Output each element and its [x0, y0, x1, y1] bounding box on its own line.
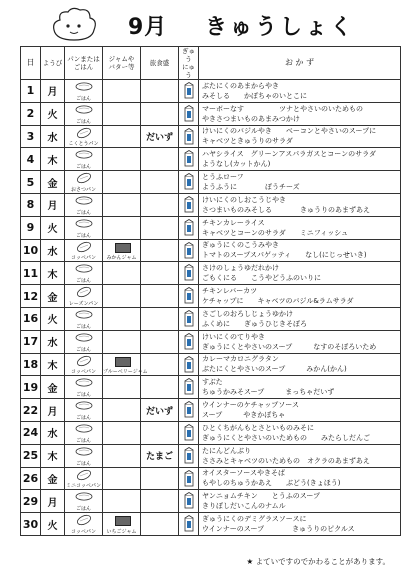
- row-milk: [179, 125, 199, 148]
- col-header-milk: ぎゅう にゅう: [179, 47, 199, 80]
- row-milk: [179, 421, 199, 444]
- table-row: [21, 330, 401, 353]
- table-row: [21, 216, 401, 239]
- row-milk: [179, 467, 199, 490]
- rice-ball-mascot-icon: [50, 6, 98, 44]
- row-day: 12: [21, 285, 41, 308]
- row-dow: 木: [41, 353, 65, 376]
- row-staple: [65, 125, 103, 148]
- row-milk: [179, 171, 199, 194]
- row-special: [141, 102, 179, 125]
- row-milk: [179, 513, 199, 536]
- row-staple: [65, 399, 103, 422]
- row-staple-label: ミニコッペパン: [66, 483, 101, 490]
- row-day: 24: [21, 421, 41, 444]
- row-staple: [65, 330, 103, 353]
- row-okazu: ウインナーのケチャップソース スープ やきかぼちゃ: [199, 399, 401, 422]
- page-title: きゅうしょく: [205, 15, 356, 40]
- row-day: 26: [21, 467, 41, 490]
- row-special: [141, 239, 179, 262]
- row-jam: [103, 330, 141, 353]
- row-okazu: さごしのおろしじょうゆかけ ふくめに ぎゅうひじきそぼろ: [199, 307, 401, 330]
- row-okazu: ぶたにくのあまからやき みそしる かぼちゃのいとこに: [199, 80, 401, 103]
- table-row: [21, 193, 401, 216]
- row-dow: 木: [41, 262, 65, 285]
- row-okazu: マーボーなす ツナとやさいのいためもの やきさつまいものあまみつかけ: [199, 102, 401, 125]
- table-row: [21, 467, 401, 490]
- row-staple-label: ごはん: [75, 278, 91, 285]
- row-dow: 火: [41, 513, 65, 536]
- row-day: 19: [21, 376, 41, 399]
- row-milk: [179, 376, 199, 399]
- row-staple-label: ごはん: [75, 118, 91, 125]
- row-jam: [103, 262, 141, 285]
- row-staple: [65, 193, 103, 216]
- row-day: 9: [21, 216, 41, 239]
- row-special: [141, 467, 179, 490]
- row-okazu: ハヤシライス グリーンアスパラガスとコーンのサラダ ようなし(カットかん): [199, 148, 401, 171]
- row-jam: [103, 216, 141, 239]
- row-special: [141, 513, 179, 536]
- row-staple: [65, 80, 103, 103]
- row-staple: [65, 262, 103, 285]
- row-day: 10: [21, 239, 41, 262]
- table-row: [21, 262, 401, 285]
- col-header-day: 日: [21, 47, 41, 80]
- col-header-bread: パンまたは ごはん: [65, 47, 103, 80]
- row-jam: [103, 444, 141, 467]
- row-staple-label: ごはん: [75, 392, 91, 399]
- row-okazu: ひとくちがんもとさといものみそに ぎゅうにくとやさいのいためもの みたらしだんご: [199, 421, 401, 444]
- row-okazu: オイスターソースやきそば もやしのちゅうかあえ ぶどう(きょほう): [199, 467, 401, 490]
- row-day: 4: [21, 148, 41, 171]
- jam-pack-icon: [115, 357, 131, 367]
- row-day: 25: [21, 444, 41, 467]
- table-row: [21, 171, 401, 194]
- row-dow: 金: [41, 171, 65, 194]
- row-milk: [179, 444, 199, 467]
- table-row: [21, 239, 401, 262]
- row-staple-label: コッペパン: [71, 369, 96, 376]
- row-milk: [179, 193, 199, 216]
- table-row: [21, 307, 401, 330]
- row-dow: 水: [41, 125, 65, 148]
- row-day: 11: [21, 262, 41, 285]
- row-special: [141, 262, 179, 285]
- row-dow: 月: [41, 193, 65, 216]
- row-staple: [65, 467, 103, 490]
- table-row: [21, 421, 401, 444]
- row-milk: [179, 102, 199, 125]
- row-okazu: チキンレバーカツ ケチャップに キャベツのバジル&ラムサラダ: [199, 285, 401, 308]
- row-okazu: ヤンニョムチキン とうふのスープ きりぼしだいこんのナムル: [199, 490, 401, 513]
- row-jam: [103, 467, 141, 490]
- row-staple: [65, 148, 103, 171]
- row-staple-label: ごはん: [75, 346, 91, 353]
- row-special: たまご: [141, 444, 179, 467]
- row-staple: [65, 285, 103, 308]
- table-row: [21, 285, 401, 308]
- row-special: [141, 307, 179, 330]
- row-staple-label: ごはん: [75, 437, 91, 444]
- row-day: 3: [21, 125, 41, 148]
- row-jam: [103, 399, 141, 422]
- row-okazu: ぎゅうにくのこうみやき トマトのスープスパゲッティ なし(にじっせいき): [199, 239, 401, 262]
- row-milk: [179, 239, 199, 262]
- row-staple-label: ごはん: [75, 232, 91, 239]
- row-jam: [103, 285, 141, 308]
- table-row: [21, 444, 401, 467]
- row-dow: 月: [41, 80, 65, 103]
- row-special: だいず: [141, 125, 179, 148]
- row-staple: [65, 513, 103, 536]
- row-day: 18: [21, 353, 41, 376]
- row-jam: [103, 307, 141, 330]
- row-jam: [103, 148, 141, 171]
- row-staple: [65, 216, 103, 239]
- row-dow: 月: [41, 399, 65, 422]
- col-header-special: 旅食盛: [141, 47, 179, 80]
- row-jam: [103, 193, 141, 216]
- row-okazu: すぶた ちゅうかみそスープ まっちゃだいず: [199, 376, 401, 399]
- row-staple-label: ごはん: [75, 460, 91, 467]
- row-jam: [103, 80, 141, 103]
- row-special: [141, 330, 179, 353]
- row-special: [141, 216, 179, 239]
- row-milk: [179, 353, 199, 376]
- row-day: 30: [21, 513, 41, 536]
- row-staple-label: レーズンパン: [68, 300, 99, 307]
- row-day: 1: [21, 80, 41, 103]
- row-special: [141, 376, 179, 399]
- row-okazu: たにんどんぶり ささみとキャベツのいためもの オクラのあまずあえ: [199, 444, 401, 467]
- row-jam: [103, 513, 141, 536]
- row-jam: [103, 490, 141, 513]
- row-special: [141, 80, 179, 103]
- row-day: 17: [21, 330, 41, 353]
- row-staple-label: ごはん: [75, 506, 91, 513]
- footer-note: ★ よていですのでかわることがあります。: [246, 557, 390, 566]
- row-jam-label: いちごジャム: [106, 528, 137, 535]
- row-staple-label: おさつパン: [70, 186, 96, 193]
- table-row: [21, 513, 401, 536]
- row-dow: 水: [41, 421, 65, 444]
- row-staple-label: ごはん: [75, 209, 91, 216]
- table-header-row: [21, 47, 401, 80]
- row-staple: [65, 376, 103, 399]
- row-dow: 水: [41, 330, 65, 353]
- col-header-jam: ジャムや バター等: [103, 47, 141, 80]
- table-row: [21, 490, 401, 513]
- row-okazu: カレーマカロニグラタン ぶたにくとやさいのスープ みかん(かん): [199, 353, 401, 376]
- row-staple: [65, 444, 103, 467]
- row-special: [141, 148, 179, 171]
- table-row: [21, 148, 401, 171]
- row-dow: 木: [41, 444, 65, 467]
- row-okazu: とうふローフ ようふうに ぼうチーズ: [199, 171, 401, 194]
- row-okazu: さけのしょうゆだれかけ ごもくにる こうやどうふのいりに: [199, 262, 401, 285]
- row-staple: [65, 307, 103, 330]
- row-jam-label: ブルーベリージャム: [103, 369, 148, 376]
- col-header-okazu: お か ず: [199, 47, 401, 80]
- row-jam: [103, 171, 141, 194]
- table-row: [21, 376, 401, 399]
- row-staple-label: コッペパン: [71, 255, 96, 262]
- row-milk: [179, 148, 199, 171]
- row-milk: [179, 490, 199, 513]
- row-dow: 水: [41, 239, 65, 262]
- row-jam: [103, 239, 141, 262]
- row-dow: 金: [41, 467, 65, 490]
- row-okazu: けいにくのバジルやき ベーコンとやさいのスープに キャベツときゅうりのサラダ: [199, 125, 401, 148]
- row-dow: 火: [41, 307, 65, 330]
- row-jam-label: みかんジャム: [106, 255, 137, 262]
- row-special: [141, 193, 179, 216]
- row-staple-label: コッペパン: [71, 528, 96, 535]
- row-special: [141, 285, 179, 308]
- table-row: [21, 102, 401, 125]
- row-day: 5: [21, 171, 41, 194]
- row-milk: [179, 399, 199, 422]
- row-jam: [103, 376, 141, 399]
- row-staple: [65, 490, 103, 513]
- row-okazu: けいにくのしおこうじやき さつまいものみそしる きゅうりのあまずあえ: [199, 193, 401, 216]
- jam-pack-icon: [115, 243, 131, 253]
- row-day: 16: [21, 307, 41, 330]
- row-special: [141, 490, 179, 513]
- row-day: 2: [21, 102, 41, 125]
- row-staple: [65, 102, 103, 125]
- table-row: [21, 80, 401, 103]
- row-staple-label: ごはん: [75, 164, 91, 171]
- row-jam: [103, 353, 148, 376]
- lunch-menu-table: [20, 46, 401, 536]
- row-dow: 金: [41, 376, 65, 399]
- row-staple-label: ごはん: [75, 95, 91, 102]
- row-milk: [179, 330, 199, 353]
- row-jam: [103, 125, 141, 148]
- row-day: 22: [21, 399, 41, 422]
- row-staple-label: こくとうパン: [68, 141, 99, 148]
- jam-pack-icon: [115, 516, 131, 526]
- table-row: [21, 399, 401, 422]
- row-special: だいず: [141, 399, 179, 422]
- row-okazu: ぎゅうにくのデミグラスソースに ウインナーのスープ きゅうりのピクルス: [199, 513, 401, 536]
- row-dow: 火: [41, 216, 65, 239]
- row-milk: [179, 285, 199, 308]
- col-header-dow: ようび: [41, 47, 65, 80]
- row-okazu: チキンカレーライス キャベツとコーンのサラダ ミニフィッシュ: [199, 216, 401, 239]
- row-dow: 金: [41, 285, 65, 308]
- row-staple: [65, 421, 103, 444]
- row-milk: [179, 307, 199, 330]
- row-milk: [179, 262, 199, 285]
- page-header: [0, 0, 420, 50]
- row-milk: [179, 80, 199, 103]
- row-day: 29: [21, 490, 41, 513]
- row-staple: [65, 353, 103, 376]
- row-day: 8: [21, 193, 41, 216]
- row-staple: [65, 171, 103, 194]
- row-dow: 木: [41, 148, 65, 171]
- row-staple: [65, 239, 103, 262]
- row-special: [141, 171, 179, 194]
- row-jam: [103, 421, 141, 444]
- row-okazu: けいにくのてりやき ぎゅうにくとやさいのスープ なすのそぼろいため: [199, 330, 401, 353]
- month-title: 9月: [128, 15, 168, 40]
- table-row: [21, 125, 401, 148]
- row-dow: 月: [41, 490, 65, 513]
- row-special: [141, 421, 179, 444]
- row-staple-label: ごはん: [75, 414, 91, 421]
- row-staple-label: ごはん: [75, 323, 91, 330]
- row-milk: [179, 216, 199, 239]
- table-row: [21, 353, 401, 376]
- row-dow: 火: [41, 102, 65, 125]
- row-jam: [103, 102, 141, 125]
